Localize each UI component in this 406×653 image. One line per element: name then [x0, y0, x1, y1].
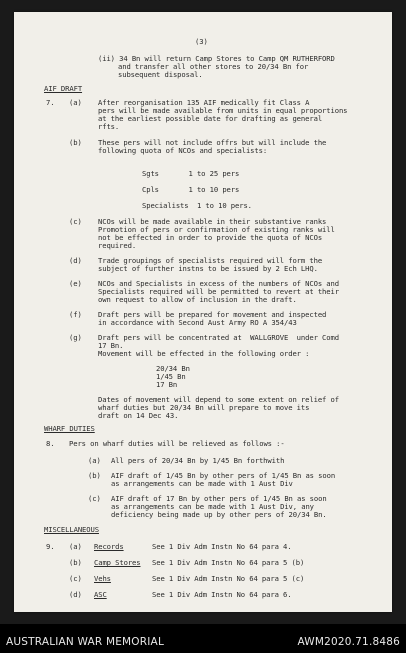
para-9b-label: (b)	[69, 558, 82, 567]
movement-order-1: 20/34 Bn	[156, 364, 190, 373]
para-8c-label: (c)	[88, 494, 101, 503]
para-8b-label: (b)	[88, 471, 101, 480]
para-8-line-1: Pers on wharf duties will be relieved as follows :-	[69, 439, 285, 448]
para-7d-line-2: subject of further instns to be issued by 2 Ech LHQ.	[98, 264, 318, 273]
para-7a-line-1: After reorganisation 135 AIF medically fit Class A	[98, 98, 310, 107]
para-9d-label: (d)	[69, 590, 82, 599]
quota-cpls: Cpls 1 to 10 pers	[142, 185, 240, 194]
para-9a-subject: Records	[94, 542, 124, 551]
para-8c-line-1: AIF draft of 17 Bn by other pers of 1/45 Bn as soon	[111, 494, 327, 503]
para-9b-reference: See 1 Div Adm Instn No 64 para 5 (b)	[152, 558, 305, 567]
para-7f-line-2: in accordance with Second Aust Army RO A 354/43	[98, 318, 297, 327]
para-8a-line-1: All pers of 20/34 Bn by 1/45 Bn forthwith	[111, 456, 285, 465]
movement-order-3: 17 Bn	[156, 380, 178, 389]
para-9a-reference: See 1 Div Adm Instn No 64 para 4.	[152, 542, 292, 551]
para-9d-reference: See 1 Div Adm Instn No 64 para 6.	[152, 590, 292, 599]
document-page	[14, 12, 392, 612]
para-7e-line-1: NCOs and Specialists in excess of the numbers of NCOs and	[98, 279, 339, 288]
para-9b-subject: Camp Stores	[94, 558, 141, 567]
para-8b-line-1: AIF draft of 1/45 Bn by other pers of 1/45 Bn as soon	[111, 471, 336, 480]
para-7c-line-2: Promotion of pers or confirmation of existing ranks will	[98, 225, 335, 234]
quota-specialists: Specialists 1 to 10 pers.	[142, 201, 252, 210]
para-8c-line-2: as arrangements can be made with 1 Aust Div, any	[111, 502, 314, 511]
heading-miscellaneous: MISCELLANEOUS	[44, 525, 99, 534]
footer-accession-number: AWM2020.71.8486	[297, 636, 400, 648]
item-ii-line-2: and transfer all other stores to 20/34 Bn for	[118, 62, 309, 71]
para-7f-line-1: Draft pers will be prepared for movement and inspected	[98, 310, 327, 319]
para-7b-line-1: These pers will not include offrs but will include the	[98, 138, 327, 147]
para-7d-line-1: Trade groupings of specialists required will form the	[98, 256, 323, 265]
para-8a-label: (a)	[88, 456, 101, 465]
page-number: (3)	[195, 37, 208, 46]
para-7e-line-3: own request to allow of inclusion in the draft.	[98, 295, 297, 304]
para-7e-line-2: Specialists required will be permitted to revert at their	[98, 287, 339, 296]
footer-bar	[0, 624, 406, 653]
para-8c-line-3: deficiency being made up by other pers of 20/34 Bn.	[111, 510, 327, 519]
item-ii-line-1: (ii) 34 Bn will return Camp Stores to Camp QM RUTHERFORD	[98, 54, 335, 63]
para-7g-line-3: Movement will be effected in the following order :	[98, 349, 310, 358]
para-8b-line-2: as arrangements can be made with 1 Aust Div	[111, 479, 293, 488]
para-7d-label: (d)	[69, 256, 82, 265]
para-9c-reference: See 1 Div Adm Instn No 64 para 5 (c)	[152, 574, 305, 583]
para-7c-line-3: not be effected in order to provide the quota of NCOs	[98, 233, 323, 242]
quota-sgts: Sgts 1 to 25 pers	[142, 169, 240, 178]
para-7g-line-5: wharf duties but 20/34 Bn will prepare to move its	[98, 403, 310, 412]
para-7b-label: (b)	[69, 138, 82, 147]
footer-institution: AUSTRALIAN WAR MEMORIAL	[6, 636, 164, 648]
item-ii-line-3: subsequent disposal.	[118, 70, 203, 79]
para-7c-line-4: required.	[98, 241, 137, 250]
para-7e-label: (e)	[69, 279, 82, 288]
heading-aif-draft: AIF DRAFT	[44, 84, 83, 93]
para-7a-line-4: rfts.	[98, 122, 120, 131]
para-7b-line-2: following quota of NCOs and specialists:	[98, 146, 268, 155]
para-7f-label: (f)	[69, 310, 82, 319]
para-7c-label: (c)	[69, 217, 82, 226]
heading-wharf-duties: WHARF DUTIES	[44, 424, 95, 433]
para-7-number: 7.	[46, 98, 55, 107]
para-9-number: 9.	[46, 542, 55, 551]
para-9a-label: (a)	[69, 542, 82, 551]
para-8-number: 8.	[46, 439, 55, 448]
para-7a-label: (a)	[69, 98, 82, 107]
para-7g-label: (g)	[69, 333, 82, 342]
para-9d-subject: ASC	[94, 590, 107, 599]
para-7c-line-1: NCOs will be made available in their substantive ranks	[98, 217, 327, 226]
para-7g-line-1: Draft pers will be concentrated at WALLGROVE under Comd	[98, 333, 339, 342]
para-7g-line-6: draft on 14 Dec 43.	[98, 411, 179, 420]
para-7a-line-2: pers will be made available from units in equal proportions	[98, 106, 348, 115]
para-7g-line-4: Dates of movement will depend to some extent on relief of	[98, 395, 339, 404]
movement-order-2: 1/45 Bn	[156, 372, 186, 381]
para-9c-subject: Vehs	[94, 574, 111, 583]
para-7a-line-3: at the earliest possible date for drafting as general	[98, 114, 323, 123]
para-9c-label: (c)	[69, 574, 82, 583]
para-7g-line-2: 17 Bn.	[98, 341, 124, 350]
